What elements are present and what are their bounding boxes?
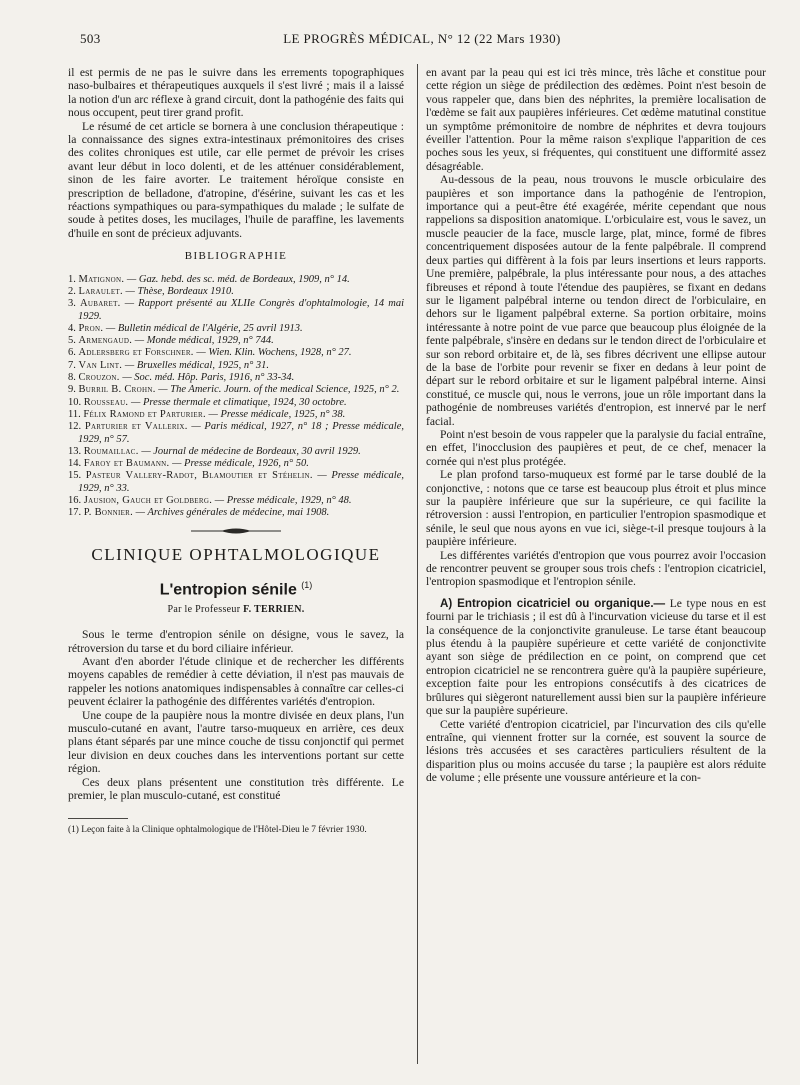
body-paragraph: Cette variété d'entropion cicatriciel, par l'incurvation des cils qu'elle entraîne, qui viennent frotter sur la cornée, est souvent la source de lésions très accusées et ses caractères particuliers résultent de la disparition plus ou moins accusée du tarse ; la paupière est alors réduite de volume ; elle présente une voussure antérieure et la con- — [426, 717, 766, 785]
bibliography-entry: 6. Adlersberg et Forschner. — Wien. Klin. Wochens, 1928, n° 27. — [68, 347, 352, 359]
bibliography-entry: 17. P. Bonnier. — Archives générales de médecine, mai 1908. — [68, 507, 330, 519]
body-paragraph: en avant par la peau qui est ici très mince, très lâche et constitue pour cette région un siège de prédilection des œdèmes. Point n'est besoin de vous rappeler que, dans bien des néphrites, la première localisation de l'œdème se fait aux paupières inférieures. Cet œdème matutinal constitue un symptôme prémonitoire de nombre de néphrites et devra toujours éveiller l'attention. Pour la même raison s'explique l'apparition de ces poches sous les yeux, si fréquentes, qui constituent une difformité assez désagréable. — [426, 66, 766, 173]
bibliography-entry: 15. Pasteur Vallery-Radot, Blamoutier et Stéhelin. — Presse médicale, 1929, n° 33. — [68, 470, 405, 494]
running-header — [80, 31, 764, 49]
footnote-marker: (1) — [301, 580, 313, 591]
bibliography-entry: 12. Parturier et Vallerix. — Paris médical, 1927, n° 18 ; Presse médicale, 1929, n° 57. — [68, 421, 405, 445]
column-divider — [417, 64, 418, 1064]
body-paragraph: Une coupe de la paupière nous la montre divisée en deux plans, l'un musculo-cutané en avant, l'autre tarso-muqueux en arrière, ces deux plans étant séparés par une mince couche de tissu conjonctif qui permet leur division en deux couches dans les interventions portant sur cette région. — [68, 708, 404, 776]
bibliography-entry: 3. Aubaret. — Rapport présenté au XLIIe Congrès d'ophtalmologie, 14 mai 1929. — [68, 298, 405, 322]
bibliography-entry: 13. Roumaillac. — Journal de médecine de Bordeaux, 30 avril 1929. — [68, 445, 361, 457]
page-number: 503 — [80, 31, 101, 46]
bibliography-entry: 14. Faroy et Baumann. — Presse médicale, 1926, n° 50. — [68, 458, 309, 470]
bibliography-list — [68, 274, 404, 520]
bibliography-entry: 10. Rousseau. — Presse thermale et climatique, 1924, 30 octobre. — [68, 396, 347, 408]
footnote-rule — [68, 818, 128, 819]
body-paragraph: Point n'est besoin de vous rappeler que la paralysie du facial entraîne, en effet, l'inocclusion des paupières et peut, de ce chef, menacer la cornée qui n'est plus protégée. — [426, 427, 766, 468]
ornamental-separator — [68, 526, 404, 540]
section-heading: CLINIQUE OPHTALMOLOGIQUE — [91, 544, 381, 564]
body-paragraph: Les différentes variétés d'entropion que vous pourrez avoir l'occasion de rencontrer peuvent se grouper sous trois chefs : l'entropion cicatriciel, l'entropion spasmodique et l'entropion sénile. — [426, 548, 766, 589]
bibliography-entry: 2. Laraulet. — Thèse, Bordeaux 1910. — [68, 285, 234, 297]
bibliography-entry: 1. Matignon. — Gaz. hebd. des sc. méd. de Bordeaux, 1909, n° 14. — [68, 273, 350, 285]
author-name: F. TERRIEN. — [243, 603, 305, 615]
bibliography-entry: 9. Burril B. Crohn. — The Americ. Journ. of the medical Science, 1925, n° 2. — [68, 384, 400, 396]
right-column — [426, 66, 766, 785]
body-paragraph: Au-dessous de la peau, nous trouvons le muscle orbiculaire des paupières et son importance dans la pathogénie de l'entropion, importance qui a peut-être été exagérée, mérite cependant que nous rappelions sa disposition anatomique. L'orbiculaire est, vous le savez, un muscle peaucier de la face, muscle large, plat, mince, formé de fibres concentriquement disposées autour de la fente palpébrale. Il comprend deux parties qui diffèrent à la fois par leurs insertions et leurs rapports. Une première, palpébrale, la plus intéressante pour nous, a des attaches fibreuses et répond à toute l'étendue des paupières, se fixant en dedans sur le ligament palpébral interne ou tendon direct de l'orbiculaire, en dehors sur le ligament palpébral externe. Sa portion orbitaire, moins intéressante à notre point de vue parce que beaucoup plus éloignée de la fente palpébrale, s'insère en dedans sur le tendon direct de l'orbiculaire et sur son rebord orbitaire et, de là, ses fibres décrivent une ellipse autour de la base de l'orbite pour revenir se fixer en dedans à leur point de départ sur le rebord orbitaire et sur le ligament palpébral interne. Ainsi constitué, ce muscle qui, nous le verrons, joue un rôle important dans la pathogénie de nombreuses variétés d'entropion, est innervé par le nerf facial. — [426, 173, 766, 428]
bibliography-title: BIBLIOGRAPHIE — [184, 250, 288, 263]
bibliography-entry: 8. Crouzon. — Soc. méd. Hôp. Paris, 1916, n° 33-34. — [68, 372, 295, 384]
running-title: LE PROGRÈS MÉDICAL, N° 12 (22 Mars 1930) — [283, 31, 561, 46]
bibliography-entry: 7. Van Lint. — Bruxelles médical, 1925, n° 31. — [68, 359, 270, 371]
left-column — [68, 66, 404, 836]
body-paragraph: A) Entropion cicatriciel ou organique.— Le type nous en est fourni par le trichiasis ; il est dû à l'incurvation vicieuse du tarse et il est la conséquence de la conjonctivite granuleuse. Le tarse étant beaucoup plus étendu à la paupière supérieure et cette variété de conjonctivite ayant son siège de prédilection en ce point, on comprend que cet entropion cicatriciel ne se rencontrera guère qu'à la paupière supérieure, exception faite pour les entropions consécutifs à des cicatrices de brûlures qui siègeront naturellement aussi bien sur la paupière inférieure que sur la paupière supérieure. — [426, 596, 767, 718]
intro-paragraph-1: il est permis de ne pas le suivre dans les errements topographiques naso-bulbaires et thérapeutiques auxquels il s'est livré ; mais il a laissé la notion d'un arc réflexe à grand circuit, dont la pathogénie des faits qui nous occupent, peut tirer grand profit. — [68, 66, 404, 120]
intro-paragraph-2: Le résumé de cet article se bornera à une conclusion thérapeutique : la connaissance des signes extra-intestinaux prémonitoires des crises des colites chroniques est utile, car elle permet de prévoir les crises avant leur début in loco dolenti, et de les atténuer considérablement, sinon de les faire avorter. Le traitement héroïque consiste en prescription de belladone, d'atropine, d'ésérine, suivant les cas et les réactions sympathiques ou para-sympathiques du malade ; le sulfate de soude à petites doses, les mucilages, l'huile de paraffine, les lavements d'huile en sont de précieux adjuvants. — [68, 119, 404, 240]
article-title: L'entropion sénile $^{(1)}$ — [159, 580, 313, 599]
body-paragraph: Ces deux plans présentent une constitution très différente. Le premier, le plan musculo-cutané, est constitué — [68, 775, 404, 803]
subsection-heading: A) Entropion cicatriciel ou organique.— — [440, 596, 666, 610]
article-byline: Par le Professeur F. TERRIEN. — [167, 603, 305, 615]
body-paragraph: Sous le terme d'entropion sénile on désigne, vous le savez, la rétroversion du tarse et du bord ciliaire inférieur. — [68, 628, 404, 655]
body-paragraph: Avant d'en aborder l'étude clinique et de rechercher les différents moyens capables de remédier à cette déviation, il n'est pas mauvais de rappeler les notions anatomiques indispensables à connaître car celles-ci peuvent éclairer la pathogénie des différentes variétés d'entropion. — [68, 654, 404, 709]
body-paragraph: Le plan profond tarso-muqueux est formé par le tarse doublé de la conjonctive, : notons que ce tarse est beaucoup plus étroit et plus mince sur la paupière inférieure que sur la supérieure, ce qui facilite la rétroversion : aussi l'entropion, en particulier l'entropion spasmodique et sénile, le seul que nous ayons en vue ici, siège-t-il presque toujours à la paupière inférieure. — [426, 468, 766, 549]
bibliography-entry: 11. Félix Ramond et Parturier. — Presse médicale, 1925, n° 38. — [68, 408, 346, 420]
bibliography-entry: 5. Armengaud. — Monde médical, 1929, n° 744. — [68, 335, 274, 347]
footnote: (1) Leçon faite à la Clinique ophtalmologique de l'Hôtel-Dieu le 7 février 1930. — [68, 825, 367, 836]
bibliography-entry: 4. Pron. — Bulletin médical de l'Algérie, 25 avril 1913. — [68, 322, 303, 334]
bibliography-entry: 16. Jausion, Gauch et Goldberg. — Presse médicale, 1929, n° 48. — [68, 495, 352, 507]
